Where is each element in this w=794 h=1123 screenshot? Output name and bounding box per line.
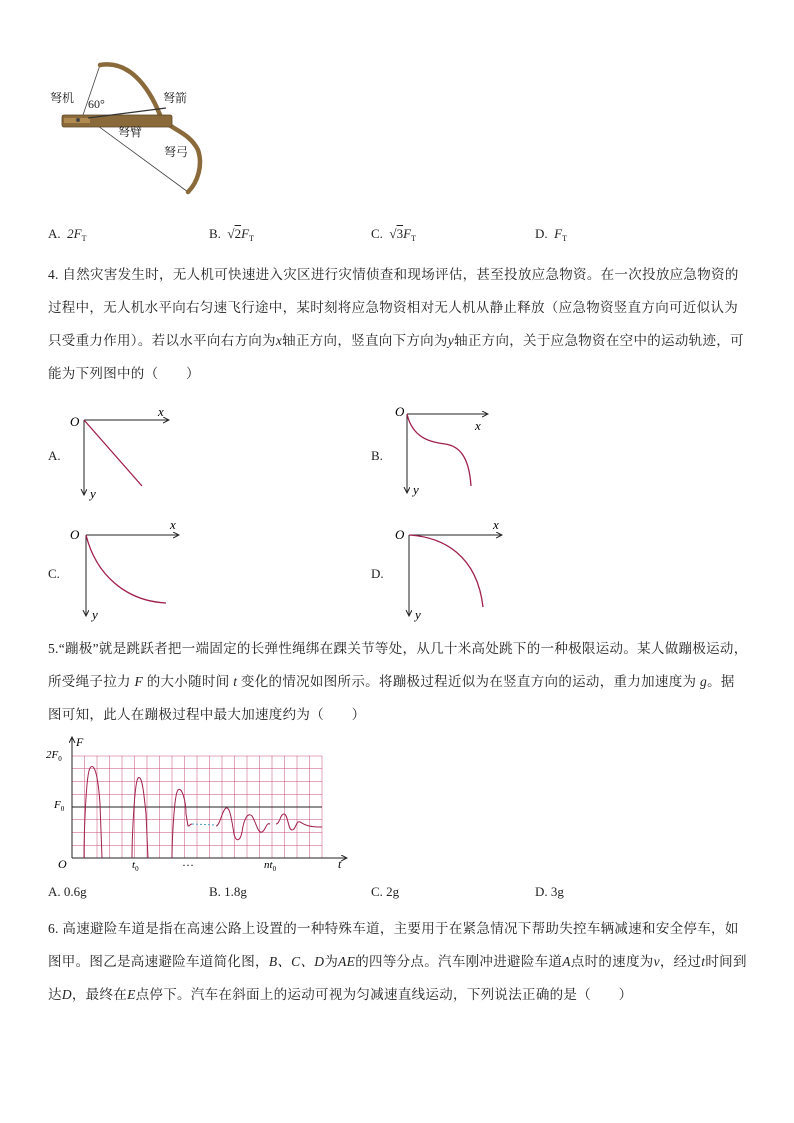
q5-stem: 5.“蹦极”就是跳跃者把一端固定的长弹性绳绑在踝关节等处，从几十米高处跳下的一种极限运动。某人做蹦极运动，所受绳子拉力 F 的大小随时间 t 变化的情况如图所示。将蹦极过程近似为在竖直方向的运动，重力加速度为 g。据图可知，此人在蹦极过程中最大加速度约为（ ）: [48, 641, 748, 722]
q5-force-time-graph: [44, 734, 354, 876]
q4-graph-a[interactable]: [66, 402, 186, 502]
svg-text:O: O: [58, 857, 67, 871]
svg-text:F: F: [76, 735, 84, 749]
label-bow: 弩弓: [164, 145, 189, 159]
svg-text:t0: $t_0$: [132, 859, 139, 873]
q4-graph-b[interactable]: [393, 400, 523, 500]
svg-text:t: t: [338, 857, 342, 871]
svg-text:nt0: $nt_0$: [264, 859, 277, 873]
q3-option-b[interactable]: B. $√2F_T$: [209, 226, 254, 243]
label-angle: 60°: [88, 97, 105, 111]
q3-option-a[interactable]: A. $2F_T$: [48, 226, 87, 243]
sqrt-icon: √: [389, 226, 397, 241]
svg-text:2F0: $2F_0$: [46, 749, 62, 763]
svg-text:x: x: [475, 418, 481, 433]
q3-option-c[interactable]: C. $√3F_T$: [371, 226, 416, 243]
svg-text:x: x: [170, 517, 176, 532]
q4-graph-c[interactable]: [66, 515, 186, 623]
q5-option-c[interactable]: C. 2g: [371, 884, 400, 899]
crossbow-figure: [48, 60, 218, 200]
label-arrow: 弩箭: [163, 91, 188, 105]
svg-text:O: O: [70, 414, 80, 429]
svg-text:O: O: [395, 527, 405, 542]
label-mechanism: 弩机: [50, 91, 75, 105]
q5-option-a[interactable]: A. 0.6g: [48, 884, 87, 899]
svg-text:O: O: [70, 527, 80, 542]
svg-text:x: x: [158, 404, 164, 419]
q4-stem: 4. 自然灾害发生时，无人机可快速进入灾区进行灾情侦查和现场评估，甚至投放应急物资。在一次投放应急物资的过程中，无人机水平向右匀速飞行途中，某时刻将应急物资相对无人机从静止释放（应急物资竖直方向可近似认为只受重力作用）。若以水平向右方向为x轴正方向，竖直向下方向为y轴正方向，关于应急物资在空中的运动轨迹，可能为下列图中的（ ）: [48, 267, 744, 381]
svg-text:F0: $F_0$: [54, 799, 65, 813]
svg-text:x: x: [493, 517, 499, 532]
q4-option-c-letter[interactable]: C.: [48, 566, 60, 581]
q4-graph-d[interactable]: [393, 515, 513, 623]
svg-text:y: y: [92, 607, 98, 622]
q4-option-b-letter[interactable]: B.: [371, 448, 383, 463]
svg-text:y: y: [415, 607, 421, 622]
svg-text:O: O: [395, 404, 405, 419]
q6-stem: 6. 高速避险车道是指在高速公路上设置的一种特殊车道，主要用于在紧急情况下帮助失控车辆减速和安全停车，如图甲。图乙是高速避险车道简化图，B、C、D为AE的四等分点。汽车刚冲进避险车道A点时的速度为v，经过t时间到达D，最终在E点停下。汽车在斜面上的运动可视为匀减速直线运动，下列说法正确的是（ ）: [48, 921, 747, 1002]
q5-option-b[interactable]: B. 1.8g: [209, 884, 247, 899]
sqrt-icon: √: [227, 226, 235, 241]
q4-option-a-letter[interactable]: A.: [48, 448, 61, 463]
svg-text:y: y: [90, 486, 96, 501]
q5-option-d[interactable]: D. 3g: [535, 884, 564, 899]
label-arm: 弩臂: [118, 125, 143, 139]
svg-text:y: y: [413, 482, 419, 497]
q4-option-d-letter[interactable]: D.: [371, 566, 384, 581]
svg-text:…: …: [182, 855, 194, 869]
q3-option-d[interactable]: D. $F_T$: [535, 226, 567, 243]
